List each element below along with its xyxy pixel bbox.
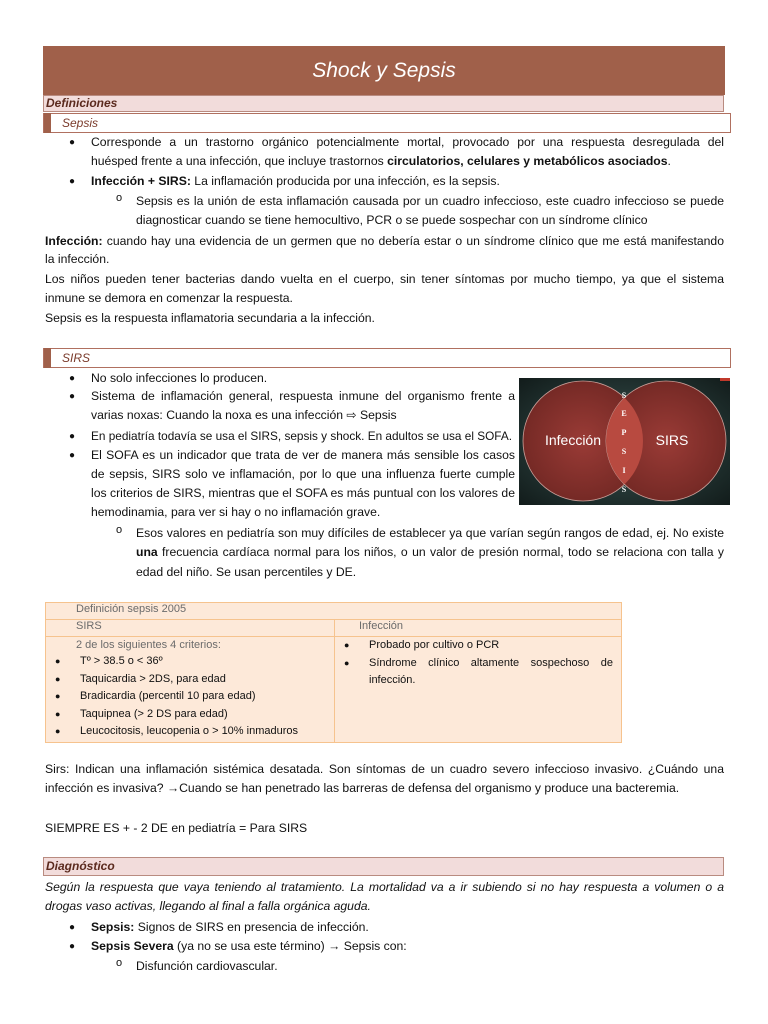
subsection-sirs — [43, 348, 731, 368]
bullet-icon: ● — [69, 391, 76, 402]
text-run-bold: Sepsis: — [91, 920, 135, 934]
diag-sub-1: Disfunción cardiovascular. — [136, 959, 278, 973]
criteria-table — [45, 602, 622, 743]
list-item: ● Leucocitosis, leucopenia o > 10% inmaduros — [52, 723, 328, 741]
bullet-icon: ● — [69, 431, 76, 442]
sirs-sub-line-3: edad del niño. Se usan percentiles y DE. — [136, 565, 357, 579]
bullet-icon: ● — [69, 176, 76, 187]
text-run: Signos de SIRS en presencia de infección. — [134, 920, 369, 934]
bullet-icon: ● — [69, 450, 76, 461]
text-run-bold: circulatorios, celulares y metabólicos asociados — [387, 154, 668, 168]
venn-letter: S — [621, 391, 627, 400]
page-title: Shock y Sepsis — [43, 46, 725, 95]
text-run: huésped frente a una infección, que incluye trastornos — [91, 154, 388, 168]
venn-corner-accent — [720, 378, 730, 381]
sirs-bullet-4-line-2: de sepsis, SIRS solo ve inflamación, por lo que una influenza fuerte cumple — [91, 467, 515, 481]
sepsis-bullet-2 — [91, 172, 500, 191]
section-diagnostico: Diagnóstico — [43, 857, 724, 876]
infeccion-line-2: la infección. — [45, 252, 110, 266]
sub-bullet-icon: o — [116, 524, 123, 536]
subsection-sepsis-label: Sepsis — [62, 116, 99, 130]
venn-graphic — [519, 378, 730, 505]
table-cell-infection — [335, 637, 622, 743]
sirs-text-line-1: Sirs: Indican una inflamación sistémica desatada. Son síntomas de un cuadro severo infeccioso invasivo. ¿Cuándo una — [45, 762, 724, 776]
text-run: cuando hay una evidencia de un germen que no debería estar o un síndrome clínico que me está manifestando — [102, 234, 724, 248]
sirs-sub-line-1: Esos valores en pediatría son muy difíciles de establecer ya que varían según rangos de edad, ej. No existe — [136, 526, 724, 540]
diag-bullet-1 — [91, 918, 369, 937]
sirs-bullet-4-line-3: los criterios de SIRS, mientras que el SOFA es más puntual con los valores de — [91, 486, 515, 500]
venn-letter: E — [621, 409, 627, 418]
sepsis-sub-line-1: Sepsis es la unión de esta inflamación causada por un cuadro infeccioso, este cuadro infeccioso se puede — [136, 194, 724, 208]
text-run-bold: una — [136, 545, 158, 559]
subsection-sepsis — [43, 113, 731, 133]
list-item: ● Probado por cultivo o PCR — [341, 637, 613, 655]
sirs-bullet-1: No solo infecciones lo producen. — [91, 371, 268, 385]
table-col-infeccion: Infección — [335, 620, 622, 637]
sirs-bullet-4-line-4: hemodinamia, para ver si hay o no inflamación grave. — [91, 505, 381, 519]
list-item: ● Bradicardia (percentil 10 para edad) — [52, 688, 328, 706]
diag-intro-line-2: drogas vaso activas, llegando al final a falla orgánica aguda. — [45, 899, 371, 913]
ninos-line-1: Los niños pueden tener bacterias dando vuelta en el cuerpo, sin tener síntomas por mucho tiempo, ya que el sistema — [45, 272, 724, 286]
sirs-bullet-3: En pediatría todavía se usa el SIRS, sepsis y shock. En adultos se usa el SOFA. — [91, 429, 512, 443]
list-item: ● Tº > 38.5 o < 36º — [52, 653, 328, 671]
subsection-marker — [44, 348, 51, 368]
sepsis-sub-line-2: diagnosticar cuando se tiene hemocultivo, PCR o se puede sospechar con un síndrome clínico — [136, 213, 648, 227]
sub-bullet-icon: o — [116, 957, 123, 969]
sub-bullet-icon: o — [116, 192, 123, 204]
sirs-sub-line-2 — [136, 543, 724, 562]
siempre-line: SIEMPRE ES + - 2 DE en pediatría = Para SIRS — [45, 821, 308, 835]
venn-letter: S — [621, 447, 627, 456]
sepsis-respuesta-line: Sepsis es la respuesta inflamatoria secundaria a la infección. — [45, 311, 375, 325]
infeccion-line-1 — [45, 232, 724, 251]
table-header: Definición sepsis 2005 — [46, 603, 622, 620]
text-run-bold: Infección + SIRS: — [91, 174, 191, 188]
list-item: ● Taquicardia > 2DS, para edad — [52, 671, 328, 689]
bullet-icon: ● — [69, 373, 76, 384]
text-run: . — [667, 154, 671, 168]
venn-label-sirs: SIRS — [655, 432, 689, 448]
venn-letter: P — [621, 428, 627, 437]
infection-list — [341, 637, 613, 690]
diag-intro-line-1: Según la respuesta que vaya teniendo al tratamiento. La mortalidad va a ir subiendo si no hay respuesta a volumen o a — [45, 880, 724, 894]
diag-bullet-2 — [91, 937, 407, 956]
text-run-bold: Sepsis Severa — [91, 939, 174, 953]
sirs-bullet-2-line-2: varias noxas: Cuando la noxa es una infección ⇨ Sepsis — [91, 408, 397, 422]
criteria-intro: 2 de los siguientes 4 criterios: — [76, 639, 221, 651]
text-run-bold: Infección: — [45, 234, 103, 248]
text-run: (ya no se usa este término) → Sepsis con: — [173, 939, 407, 953]
ninos-line-2: inmune se demora en comenzar la respuesta. — [45, 291, 293, 305]
sirs-bullet-4-line-1: El SOFA es un indicador que trata de ver de manera más sensible los casos — [91, 448, 515, 462]
venn-letter: S — [621, 485, 627, 494]
bullet-icon: ● — [69, 941, 76, 952]
list-item: ● Taquipnea (> 2 DS para edad) — [52, 706, 328, 724]
subsection-marker — [44, 113, 51, 133]
sepsis-bullet-1-line-1: Corresponde a un trastorno orgánico potencialmente mortal, provocado por una respuesta desregulada del — [91, 135, 724, 149]
bullet-icon: ● — [69, 137, 76, 148]
list-item: ● Síndrome clínico altamente sospechoso de infección. — [341, 655, 613, 690]
sirs-bullet-2-line-1: Sistema de inflamación general, respuesta inmune del organismo frente a — [91, 389, 515, 403]
venn-letter: I — [622, 466, 626, 475]
table-col-sirs: SIRS — [46, 620, 335, 637]
subsection-sirs-label: SIRS — [62, 351, 91, 365]
venn-diagram — [519, 378, 730, 505]
sepsis-bullet-1-line-2 — [91, 152, 671, 171]
bullet-icon: ● — [69, 922, 76, 933]
table-cell-criteria — [46, 637, 335, 743]
text-run: frecuencia cardíaca normal para los niños, o un valor de presión normal, todo se relaciona con talla y — [157, 545, 724, 559]
text-run: La inflamación producida por una infección, es la sepsis. — [190, 174, 500, 188]
criteria-list — [52, 653, 328, 741]
sirs-text-line-2: infección es invasiva? →Cuando se han penetrado las barreras de defensa del organismo y produce una bacteremia. — [45, 781, 680, 795]
section-definiciones: Definiciones — [43, 95, 724, 112]
venn-label-infeccion: Infección — [544, 432, 602, 448]
